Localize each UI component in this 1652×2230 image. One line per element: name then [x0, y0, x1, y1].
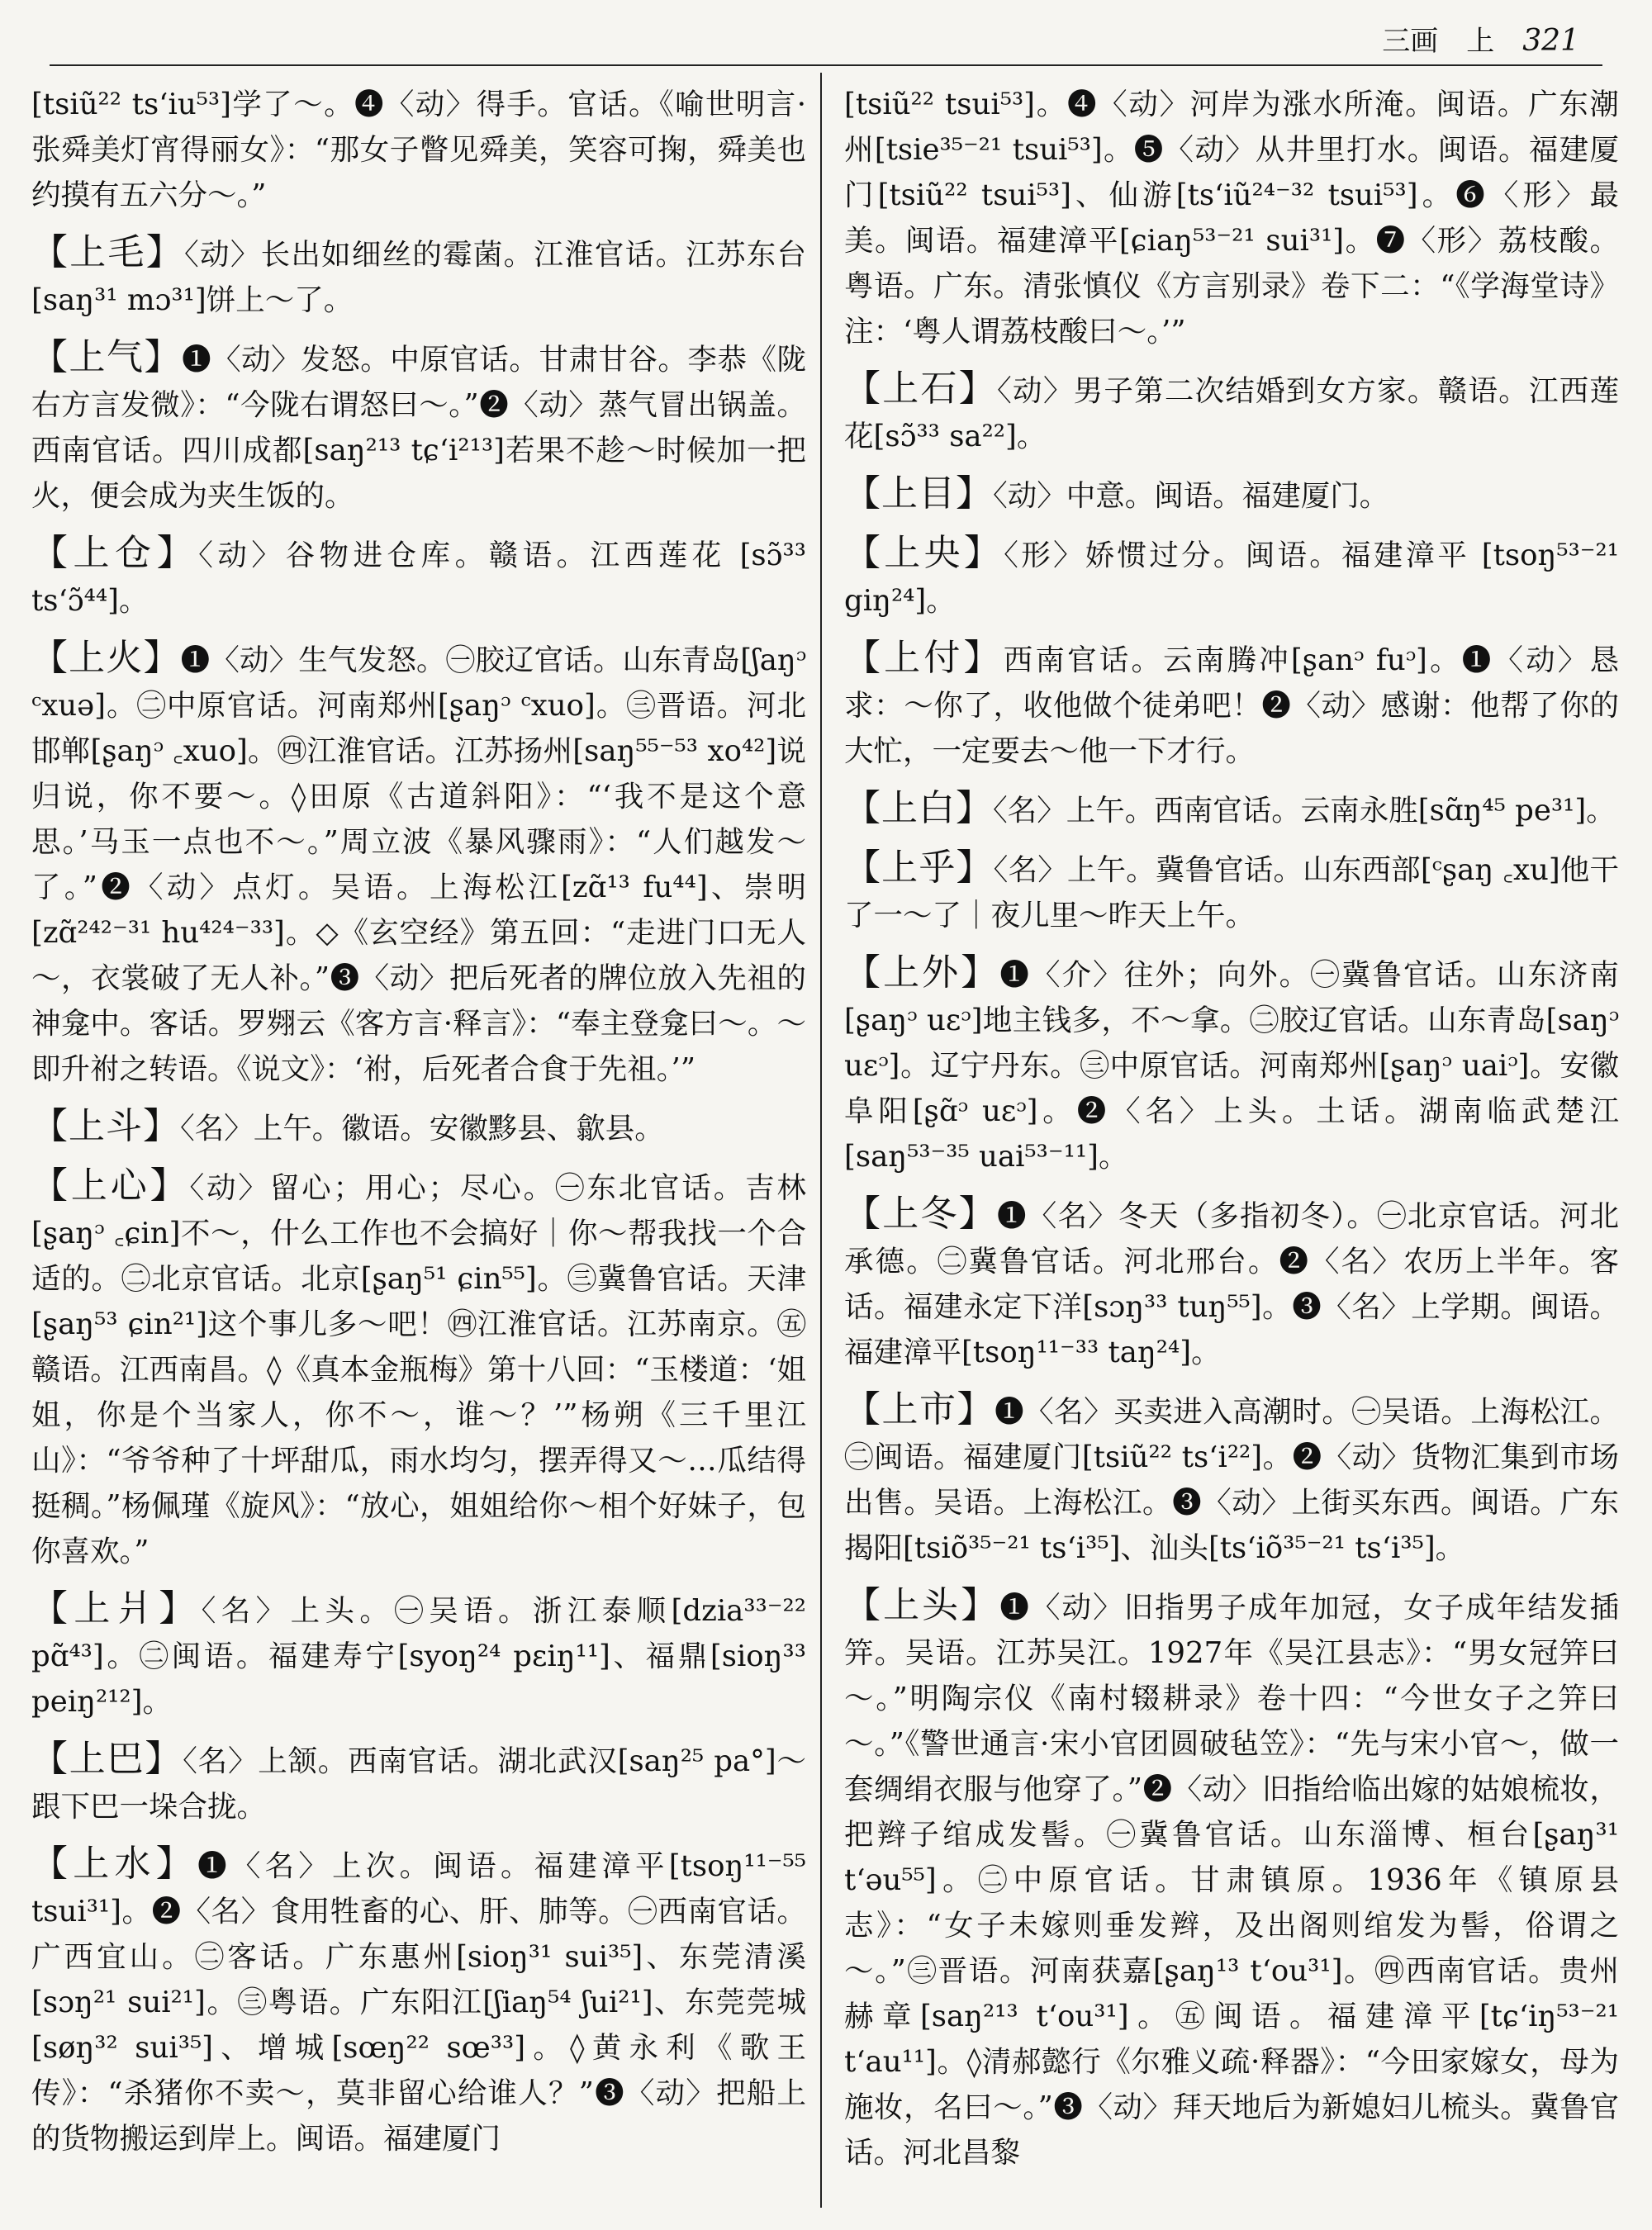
- column-divider: [820, 73, 822, 2208]
- entry: [31, 1103, 806, 1151]
- headword: 【上仓】: [31, 532, 199, 574]
- definition: [tsiũ²² ts‘iu⁵³]学了～。❹〈动〉得手。官话。《喻世明言·张舜美灯宵得丽女》：“那女子瞥见舜美，笑容可掬，舜美也约摸有五六分～。”: [31, 88, 806, 212]
- definition: 〈名〉上午。冀鲁官话。山东西部[ᶜʂaŋ ꜀xu]他干了一～了｜夜儿里～昨天上午。: [844, 853, 1619, 932]
- entry: [31, 334, 806, 519]
- definition: 〈动〉男子第二次结婚到女方家。赣语。江西莲花[sɔ̃³³ sa²²]。: [844, 374, 1619, 453]
- definition: ❶〈动〉旧指男子成年加冠，女子成年结发插笄。吴语。江苏吴江。1927年《吴江县志》：“男女冠笄曰～。”明陶宗仪《南村辍耕录》卷十四：“今世女子之笄曰～。”《警世通言·宋小官团圆破毡笠》：“先与宋小官～，做一套绸绢衣服与他穿了。”❷〈动〉旧指给临出嫁的姑娘梳妆，把辫子绾成发髻。㊀冀鲁官话。山东淄博、桓台[ʂaŋ³¹ t‘əu⁵⁵]。㊁中原官话。甘肃镇原。1936年《镇原县志》：“女子未嫁则垂发辫，及出阁则绾发为髻，俗谓之～。”㊂晋语。河南获嘉[ʂaŋ¹³ t‘ou³¹]。㊃西南官话。贵州赫章[saŋ²¹³ t‘ou³¹]。㊄闽语。福建漳平[tɕ‘iŋ⁵³⁻²¹ t‘au¹¹]。◊清郝懿行《尔雅义疏·释器》：“今田家嫁女，母为施妆，名曰～。”❸〈动〉拜天地后为新媳妇儿梳头。冀鲁官话。河北昌黎: [844, 1591, 1619, 2170]
- entry: [844, 785, 1619, 833]
- definition: ❶〈动〉生气发怒。㊀胶辽官话。山东青岛[ʃaŋᵓ ᶜxuə]。㊁中原官话。河南郑州[ʂaŋᵓ ᶜxuo]。㊂晋语。河北邯郸[ʂaŋᵓ ꜀xuo]。㊃江淮官话。江苏扬州[saŋ⁵⁵⁻⁵³ xo⁴²]说归说，你不要～。◊田原《古道斜阳》：“‘我不是这个意思。’马玉一点也不～。”周立波《暴风骤雨》：“人们越发～了。”❷〈动〉点灯。吴语。上海松江[zɑ̃¹³ fu⁴⁴]、崇明[zɑ̃²⁴²⁻³¹ hu⁴²⁴⁻³³]。◇《玄空经》第五回：“走进门口无人～，衣裳破了无人补。”❸〈动〉把后死者的牌位放入先祖的神龛中。客话。罗翙云《客方言·释言》：“奉主登龛曰～。～即升祔之转语。《说文》：‘祔，后死者合食于先祖。’”: [31, 643, 806, 1086]
- headword: 【上外】: [844, 951, 1000, 994]
- headword: 【上白】: [844, 787, 993, 829]
- right-column: [844, 79, 1619, 2218]
- definition: [tsiũ²² tsui⁵³]。❹〈动〉河岸为涨水所淹。闽语。广东潮州[tsie³⁵⁻²¹ tsui⁵³]。❺〈动〉从井里打水。闽语。福建厦门[tsiũ²² tsui⁵³]、仙游[ts‘iũ²⁴⁻³² tsui⁵³]。❻〈形〉最美。闽语。福建漳平[ɕiaŋ⁵³⁻²¹ sui³¹]。❼〈形〉荔枝酸。粤语。广东。清张慎仪《方言别录》卷下二：“《学海堂诗》注：‘粤人谓荔枝酸曰～。’”: [844, 88, 1619, 349]
- headword: 【上央】: [844, 532, 1004, 574]
- entry: [844, 79, 1619, 354]
- definition: 〈形〉娇惯过分。闽语。福建漳平 [tsoŋ⁵³⁻²¹ giŋ²⁴]。: [844, 539, 1619, 618]
- definition: 〈名〉上午。西南官话。云南永胜[sɑ̃ŋ⁴⁵ pe³¹]。: [993, 794, 1616, 828]
- entry: [31, 1841, 806, 2161]
- entry: [844, 1191, 1619, 1375]
- headword: 【上气】: [31, 336, 183, 378]
- headword: 【上心】: [31, 1165, 190, 1207]
- entry: [844, 471, 1619, 519]
- definition: 〈名〉上头。㊀吴语。浙江泰顺[dzia³³⁻²² pɑ̃⁴³]。㊁闽语。福建寿宁[syoŋ²⁴ pɛiŋ¹¹]、福鼎[sioŋ³³ peiŋ²¹²]。: [31, 1594, 806, 1719]
- headword: 【上爿】: [31, 1587, 202, 1630]
- definition: ❶〈名〉买卖进入高潮时。㊀吴语。上海松江。㊁闽语。福建厦门[tsiũ²² ts‘i²²]。❷〈动〉货物汇集到市场出售。吴语。上海松江。❸〈动〉上街买东西。闽语。广东揭阳[tsiõ³⁵⁻²¹ ts‘i³⁵]、汕头[ts‘iõ³⁵⁻²¹ ts‘i³⁵]。: [844, 1395, 1619, 1565]
- entry: [31, 1163, 806, 1574]
- entry: [844, 1582, 1619, 2175]
- definition: 〈动〉留心；用心；尽心。㊀东北官话。吉林[ʂaŋᵓ ꜀ɕin]不～，什么工作也不会搞好｜你～帮我找一个合适的。㊁北京官话。北京[ʂaŋ⁵¹ ɕin⁵⁵]。㊂冀鲁官话。天津[ʂaŋ⁵³ ɕin²¹]这个事儿多～吧！㊃江淮官话。江苏南京。㊄赣语。江西南昌。◊《真本金瓶梅》第十八回：“玉楼道：‘姐姐，你是个当家人，你不～，谁～？’”杨朔《三千里江山》：“爷爷种了十坪甜瓜，雨水均匀，摆弄得又～…瓜结得挺稠。”杨佩瑾《旋风》：“放心，姐姐给你～相个好妹子，包你喜欢。”: [31, 1171, 806, 1568]
- definition: 西南官话。云南腾冲[ʂanᵓ fuᵓ]。❶〈动〉恳求：～你了，收他做个徒弟吧！❷〈动〉感谢：他帮了你的大忙，一定要去～他一下才行。: [844, 643, 1619, 768]
- header-rule: [50, 64, 1602, 66]
- headword: 【上市】: [844, 1388, 995, 1431]
- left-column: [31, 79, 806, 2218]
- entry: [844, 845, 1619, 938]
- entry: [31, 635, 806, 1092]
- headword: 【上斗】: [31, 1105, 180, 1147]
- headword: 【上目】: [844, 472, 993, 515]
- definition: 〈名〉上午。徽语。安徽黟县、歙县。: [180, 1112, 664, 1146]
- entry: [844, 366, 1619, 459]
- definition: ❶〈介〉往外；向外。㊀冀鲁官话。山东济南[ʂaŋᵓ uɛᵓ]地主钱多，不～拿。㊁胶辽官话。山东青岛[saŋᵓ uɛᵓ]。辽宁丹东。㊂中原官话。河南郑州[ʂaŋᵓ uaiᵓ]。安徽阜阳[ʂɑ̃ᵓ uɛᵓ]。❷〈名〉上头。土话。湖南临武楚江[saŋ⁵³⁻³⁵ uai⁵³⁻¹¹]。: [844, 958, 1619, 1174]
- page-number: 321: [1522, 24, 1579, 58]
- definition: ❶〈动〉发怒。中原官话。甘肃甘谷。李恭《陇右方言发微》：“今陇右谓怒曰～。”❷〈动〉蒸气冒出锅盖。西南官话。四川成都[saŋ²¹³ tɕ‘i²¹³]若果不趁～时候加一把火，便会成为夹生饭的。: [31, 343, 806, 513]
- definition: 〈名〉上颔。西南官话。湖北武汉[saŋ²⁵ pa°]～跟下巴一垛合拢。: [31, 1744, 806, 1824]
- entry: [31, 79, 806, 218]
- section-label: 三画: [1382, 25, 1439, 58]
- definition: 〈动〉中意。闽语。福建厦门。: [993, 479, 1389, 513]
- entry: [844, 950, 1619, 1179]
- entry: [31, 1736, 806, 1829]
- definition: 〈动〉谷物进仓库。赣语。江西莲花 [sɔ̃³³ ts‘ɔ̃⁴⁴]。: [31, 539, 806, 618]
- headword: 【上毛】: [31, 231, 185, 273]
- entry: [844, 635, 1619, 774]
- entry: [31, 230, 806, 323]
- entry: [844, 530, 1619, 624]
- running-head: [1382, 18, 1579, 59]
- section-char: 上: [1466, 25, 1495, 58]
- headword: 【上头】: [844, 1584, 1000, 1626]
- definition: ❶〈名〉冬天（多指初冬）。㊀北京官话。河北承德。㊁冀鲁官话。河北邢台。❷〈名〉农历上半年。客话。福建永定下洋[sɔŋ³³ tuŋ⁵⁵]。❸〈名〉上学期。闽语。福建漳平[tsoŋ¹¹⁻³³ taŋ²⁴]。: [844, 1199, 1619, 1369]
- headword: 【上乎】: [844, 847, 994, 889]
- definition: ❶〈名〉上次。闽语。福建漳平[tsoŋ¹¹⁻⁵⁵ tsui³¹]。❷〈名〉食用牲畜的心、肝、肺等。㊀西南官话。广西宜山。㊁客话。广东惠州[sioŋ³¹ sui³⁵]、东莞清溪[sɔŋ²¹ sui²¹]。㊂粤语。广东阳江[ʃiaŋ⁵⁴ ʃui²¹]、东莞莞城[søŋ³² sui³⁵]、增城[sœŋ²² sœ³³]。◊黄永利《歌王传》：“杀猪你不卖～，莫非留心给谁人？”❸〈动〉把船上的货物搬运到岸上。闽语。福建厦门: [31, 1849, 806, 2156]
- headword: 【上巴】: [31, 1738, 183, 1780]
- headword: 【上付】: [844, 637, 1004, 679]
- headword: 【上火】: [31, 637, 181, 679]
- headword: 【上水】: [31, 1843, 198, 1885]
- headword: 【上石】: [844, 368, 998, 410]
- headword: 【上冬】: [844, 1193, 998, 1235]
- entry: [844, 1387, 1619, 1571]
- entry: [31, 530, 806, 624]
- definition: 〈动〉长出如细丝的霉菌。江淮官话。江苏东台[saŋ³¹ mɔ³¹]饼上～了。: [31, 238, 806, 317]
- entry: [31, 1586, 806, 1725]
